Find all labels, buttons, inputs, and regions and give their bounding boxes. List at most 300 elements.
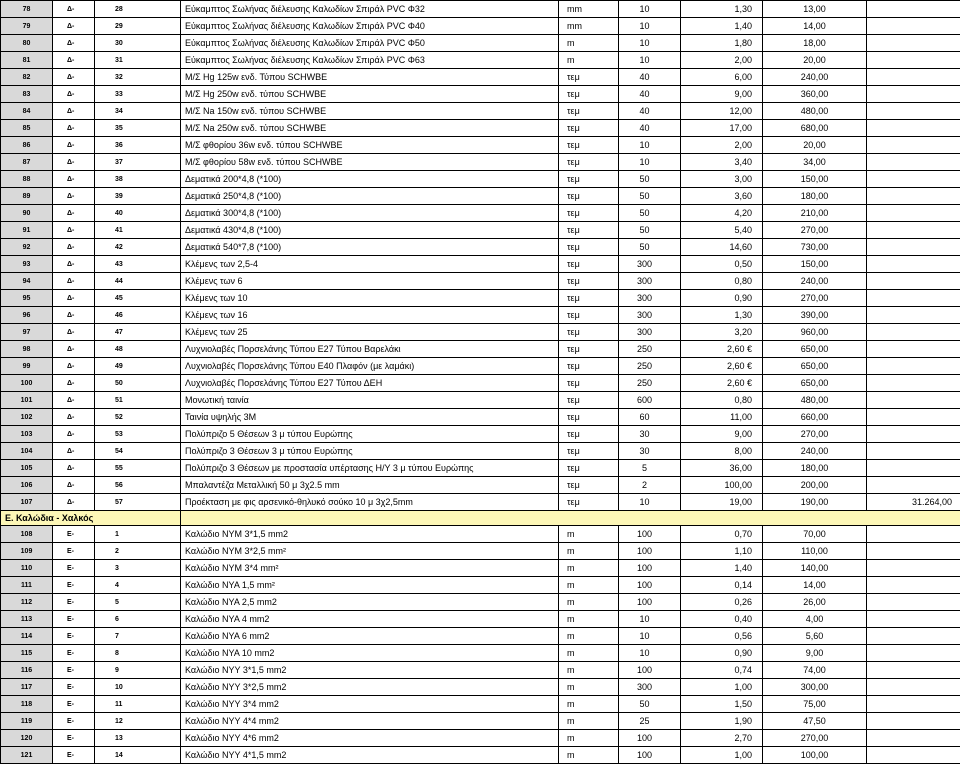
unit-price-cell: 17,00	[681, 120, 763, 137]
section-sum-cell	[867, 443, 960, 460]
description-cell: Καλώδιο ΝΥΥ 4*4 mm2	[181, 713, 559, 730]
quantity-cell: 100	[619, 526, 681, 543]
quantity-cell: 10	[619, 645, 681, 662]
item-number-cell: 54	[95, 443, 181, 460]
quantity-cell: 300	[619, 679, 681, 696]
section-sum-cell	[867, 103, 960, 120]
unit-price-cell: 0,74	[681, 662, 763, 679]
table-row	[1, 222, 960, 239]
table-row	[1, 426, 960, 443]
category-cell: Ε-	[53, 730, 95, 747]
section-sum-cell	[867, 730, 960, 747]
row-id-cell: 86	[1, 137, 53, 154]
total-cell: 270,00	[763, 426, 867, 443]
unit-price-cell: 0,90	[681, 645, 763, 662]
quantity-cell: 100	[619, 594, 681, 611]
unit-cell: τεμ	[559, 154, 619, 171]
row-id-cell: 120	[1, 730, 53, 747]
row-id-cell: 101	[1, 392, 53, 409]
total-cell: 660,00	[763, 409, 867, 426]
unit-cell: τεμ	[559, 392, 619, 409]
category-cell: Δ-	[53, 1, 95, 18]
item-number-cell: 42	[95, 239, 181, 256]
category-cell: Δ-	[53, 120, 95, 137]
section-sum-cell	[867, 611, 960, 628]
total-cell: 18,00	[763, 35, 867, 52]
table-row	[1, 256, 960, 273]
category-cell: Ε-	[53, 543, 95, 560]
unit-price-cell: 0,70	[681, 526, 763, 543]
section-header	[1, 511, 960, 526]
row-id-cell: 108	[1, 526, 53, 543]
description-cell: Κλέμενς των 2,5-4	[181, 256, 559, 273]
table-row	[1, 205, 960, 222]
quantity-cell: 300	[619, 307, 681, 324]
quantity-cell: 50	[619, 171, 681, 188]
description-cell: Καλώδιο ΝΥΥ 4*6 mm2	[181, 730, 559, 747]
description-cell: Εύκαμπτος Σωλήνας διέλευσης Καλωδίων Σπιράλ PVC Φ40	[181, 18, 559, 35]
category-cell: Δ-	[53, 324, 95, 341]
item-number-cell: 1	[95, 526, 181, 543]
item-number-cell: 55	[95, 460, 181, 477]
unit-cell: τεμ	[559, 477, 619, 494]
unit-price-cell: 1,40	[681, 18, 763, 35]
item-number-cell: 33	[95, 86, 181, 103]
item-number-cell: 5	[95, 594, 181, 611]
total-cell: 47,50	[763, 713, 867, 730]
description-cell: Μ/Σ Na 250w ενδ. τύπου SCHWBE	[181, 120, 559, 137]
section-sum-cell	[867, 679, 960, 696]
description-cell: Λυχνιολαβές Πορσελάνης Τύπου Ε40 Πλαφόν (με λαμάκι)	[181, 358, 559, 375]
unit-cell: τεμ	[559, 341, 619, 358]
quantity-cell: 30	[619, 426, 681, 443]
quantity-cell: 100	[619, 560, 681, 577]
quantity-cell: 10	[619, 1, 681, 18]
quantity-cell: 50	[619, 239, 681, 256]
quantity-cell: 25	[619, 713, 681, 730]
unit-price-cell: 9,00	[681, 86, 763, 103]
unit-price-cell: 8,00	[681, 443, 763, 460]
unit-cell: m	[559, 577, 619, 594]
description-cell: Καλώδιο ΝΥΑ 4 mm2	[181, 611, 559, 628]
item-number-cell: 13	[95, 730, 181, 747]
section-sum-cell	[867, 120, 960, 137]
item-number-cell: 37	[95, 154, 181, 171]
quantity-cell: 2	[619, 477, 681, 494]
category-cell: Δ-	[53, 188, 95, 205]
section-sum-cell	[867, 239, 960, 256]
section-sum-cell	[867, 460, 960, 477]
section-sum-cell	[867, 171, 960, 188]
row-id-cell: 99	[1, 358, 53, 375]
unit-price-cell: 1,00	[681, 679, 763, 696]
row-id-cell: 79	[1, 18, 53, 35]
category-cell: Ε-	[53, 526, 95, 543]
unit-cell: τεμ	[559, 256, 619, 273]
category-cell: Ε-	[53, 662, 95, 679]
unit-price-cell: 6,00	[681, 69, 763, 86]
unit-cell: m	[559, 560, 619, 577]
row-id-cell: 121	[1, 747, 53, 764]
table-row	[1, 543, 960, 560]
category-cell: Δ-	[53, 52, 95, 69]
unit-price-cell: 1,30	[681, 1, 763, 18]
unit-price-cell: 1,50	[681, 696, 763, 713]
row-id-cell: 82	[1, 69, 53, 86]
total-cell: 14,00	[763, 18, 867, 35]
description-cell: Εύκαμπτος Σωλήνας διέλευσης Καλωδίων Σπιράλ PVC Φ63	[181, 52, 559, 69]
row-id-cell: 105	[1, 460, 53, 477]
row-id-cell: 106	[1, 477, 53, 494]
table-row	[1, 239, 960, 256]
table-row	[1, 392, 960, 409]
item-number-cell: 30	[95, 35, 181, 52]
table-row	[1, 307, 960, 324]
total-cell: 240,00	[763, 69, 867, 86]
category-cell: Δ-	[53, 341, 95, 358]
table-row	[1, 494, 960, 511]
table-row	[1, 1, 960, 18]
total-cell: 270,00	[763, 730, 867, 747]
quantity-cell: 30	[619, 443, 681, 460]
unit-price-cell: 0,80	[681, 273, 763, 290]
row-id-cell: 93	[1, 256, 53, 273]
section-sum-cell	[867, 662, 960, 679]
category-cell: Ε-	[53, 577, 95, 594]
unit-price-cell: 1,90	[681, 713, 763, 730]
unit-price-cell: 3,20	[681, 324, 763, 341]
description-cell: Λυχνιολαβές Πορσελάνης Τύπου Ε27 Τύπου Βαρελάκι	[181, 341, 559, 358]
unit-cell: m	[559, 526, 619, 543]
row-id-cell: 92	[1, 239, 53, 256]
category-cell: Δ-	[53, 256, 95, 273]
row-id-cell: 119	[1, 713, 53, 730]
total-cell: 74,00	[763, 662, 867, 679]
table-row	[1, 290, 960, 307]
item-number-cell: 49	[95, 358, 181, 375]
item-number-cell: 29	[95, 18, 181, 35]
quantity-cell: 10	[619, 18, 681, 35]
unit-cell: τεμ	[559, 188, 619, 205]
unit-price-cell: 3,40	[681, 154, 763, 171]
unit-price-cell: 100,00	[681, 477, 763, 494]
table-row	[1, 645, 960, 662]
unit-cell: m	[559, 611, 619, 628]
table-row	[1, 730, 960, 747]
description-cell: Κλέμενς των 6	[181, 273, 559, 290]
total-cell: 150,00	[763, 171, 867, 188]
unit-cell: m	[559, 696, 619, 713]
category-cell: Δ-	[53, 154, 95, 171]
description-cell: Πολύπριζο 3 Θέσεων 3 μ τύπου Ευρώπης	[181, 443, 559, 460]
section-sum-cell	[867, 273, 960, 290]
unit-price-cell: 0,50	[681, 256, 763, 273]
section-sum-cell	[867, 375, 960, 392]
unit-cell: τεμ	[559, 103, 619, 120]
category-cell: Δ-	[53, 443, 95, 460]
description-cell: Δεματικά 250*4,8 (*100)	[181, 188, 559, 205]
total-cell: 240,00	[763, 443, 867, 460]
table-row	[1, 460, 960, 477]
unit-cell: τεμ	[559, 69, 619, 86]
description-cell: Καλώδιο ΝΥΥ 3*4 mm2	[181, 696, 559, 713]
category-cell: Ε-	[53, 594, 95, 611]
quantity-cell: 10	[619, 628, 681, 645]
description-cell: Δεματικά 200*4,8 (*100)	[181, 171, 559, 188]
item-number-cell: 4	[95, 577, 181, 594]
item-number-cell: 56	[95, 477, 181, 494]
item-number-cell: 48	[95, 341, 181, 358]
description-cell: Καλώδιο ΝΥΑ 10 mm2	[181, 645, 559, 662]
total-cell: 390,00	[763, 307, 867, 324]
item-number-cell: 7	[95, 628, 181, 645]
category-cell: Δ-	[53, 205, 95, 222]
table-row	[1, 477, 960, 494]
item-number-cell: 57	[95, 494, 181, 511]
unit-price-cell: 1,30	[681, 307, 763, 324]
item-number-cell: 45	[95, 290, 181, 307]
total-cell: 75,00	[763, 696, 867, 713]
section-sum-cell	[867, 69, 960, 86]
description-cell: Πολύπριζο 3 Θέσεων με προστασία υπέρτασης Η/Υ 3 μ τύπου Ευρώπης	[181, 460, 559, 477]
description-cell: Δεματικά 430*4,8 (*100)	[181, 222, 559, 239]
row-id-cell: 117	[1, 679, 53, 696]
category-cell: Δ-	[53, 375, 95, 392]
item-number-cell: 41	[95, 222, 181, 239]
quantity-cell: 100	[619, 577, 681, 594]
row-id-cell: 94	[1, 273, 53, 290]
total-cell: 100,00	[763, 747, 867, 764]
quantity-cell: 10	[619, 494, 681, 511]
unit-cell: τεμ	[559, 494, 619, 511]
total-cell: 300,00	[763, 679, 867, 696]
item-number-cell: 36	[95, 137, 181, 154]
total-cell: 150,00	[763, 256, 867, 273]
unit-price-cell: 0,90	[681, 290, 763, 307]
row-id-cell: 104	[1, 443, 53, 460]
row-id-cell: 107	[1, 494, 53, 511]
unit-cell: m	[559, 35, 619, 52]
item-number-cell: 14	[95, 747, 181, 764]
section-sum-cell	[867, 392, 960, 409]
unit-price-cell: 1,00	[681, 747, 763, 764]
category-cell: Δ-	[53, 69, 95, 86]
total-cell: 480,00	[763, 103, 867, 120]
unit-cell: m	[559, 662, 619, 679]
item-number-cell: 40	[95, 205, 181, 222]
description-cell: Μπαλαντέζα Μεταλλική 50 μ 3χ2.5 mm	[181, 477, 559, 494]
description-cell: Κλέμενς των 10	[181, 290, 559, 307]
row-id-cell: 113	[1, 611, 53, 628]
unit-price-cell: 12,00	[681, 103, 763, 120]
section-sum-cell	[867, 18, 960, 35]
table-row	[1, 375, 960, 392]
unit-cell: m	[559, 747, 619, 764]
description-cell: Πολύπριζο 5 Θέσεων 3 μ τύπου Ευρώπης	[181, 426, 559, 443]
section-sum-cell	[867, 560, 960, 577]
unit-cell: m	[559, 628, 619, 645]
quantity-cell: 10	[619, 52, 681, 69]
total-cell: 4,00	[763, 611, 867, 628]
table-row	[1, 171, 960, 188]
quantity-cell: 300	[619, 256, 681, 273]
total-cell: 140,00	[763, 560, 867, 577]
section-sum-cell	[867, 222, 960, 239]
unit-cell: m	[559, 679, 619, 696]
unit-price-cell: 0,80	[681, 392, 763, 409]
quantity-cell: 50	[619, 222, 681, 239]
table-row	[1, 188, 960, 205]
unit-cell: τεμ	[559, 426, 619, 443]
table-row	[1, 560, 960, 577]
item-number-cell: 6	[95, 611, 181, 628]
description-cell: Καλώδιο ΝΥΑ 1,5 mm²	[181, 577, 559, 594]
category-cell: Ε-	[53, 560, 95, 577]
table-row	[1, 662, 960, 679]
total-cell: 20,00	[763, 137, 867, 154]
unit-cell: τεμ	[559, 290, 619, 307]
section-sum-cell	[867, 307, 960, 324]
row-id-cell: 91	[1, 222, 53, 239]
category-cell: Ε-	[53, 747, 95, 764]
table-body-top	[1, 1, 960, 511]
section-sum-cell	[867, 86, 960, 103]
row-id-cell: 80	[1, 35, 53, 52]
category-cell: Δ-	[53, 86, 95, 103]
section-sum-cell	[867, 747, 960, 764]
table-row	[1, 35, 960, 52]
row-id-cell: 98	[1, 341, 53, 358]
quantity-cell: 300	[619, 324, 681, 341]
unit-cell: τεμ	[559, 324, 619, 341]
table-row	[1, 577, 960, 594]
unit-price-cell: 11,00	[681, 409, 763, 426]
total-cell: 20,00	[763, 52, 867, 69]
row-id-cell: 89	[1, 188, 53, 205]
row-id-cell: 81	[1, 52, 53, 69]
section-sum-cell	[867, 543, 960, 560]
unit-cell: m	[559, 730, 619, 747]
description-cell: Εύκαμπτος Σωλήνας διέλευσης Καλωδίων Σπιράλ PVC Φ32	[181, 1, 559, 18]
table-row	[1, 611, 960, 628]
unit-price-cell: 5,40	[681, 222, 763, 239]
unit-price-cell: 2,60 €	[681, 358, 763, 375]
total-cell: 190,00	[763, 494, 867, 511]
category-cell: Δ-	[53, 477, 95, 494]
section-title: Ε. Καλώδια - Χαλκός	[1, 511, 181, 526]
section-sum-cell	[867, 577, 960, 594]
row-id-cell: 102	[1, 409, 53, 426]
category-cell: Δ-	[53, 239, 95, 256]
table-row	[1, 443, 960, 460]
description-cell: Καλώδιο ΝΥΥ 4*1,5 mm2	[181, 747, 559, 764]
section-sum-cell	[867, 290, 960, 307]
section-sum-cell	[867, 341, 960, 358]
item-number-cell: 44	[95, 273, 181, 290]
description-cell: Κλέμενς των 16	[181, 307, 559, 324]
item-number-cell: 53	[95, 426, 181, 443]
category-cell: Δ-	[53, 137, 95, 154]
category-cell: Ε-	[53, 645, 95, 662]
category-cell: Δ-	[53, 273, 95, 290]
item-number-cell: 28	[95, 1, 181, 18]
section-sum-cell	[867, 137, 960, 154]
category-cell: Δ-	[53, 171, 95, 188]
total-cell: 240,00	[763, 273, 867, 290]
table-row	[1, 747, 960, 764]
unit-cell: τεμ	[559, 171, 619, 188]
unit-cell: τεμ	[559, 86, 619, 103]
total-cell: 730,00	[763, 239, 867, 256]
description-cell: Μ/Σ φθορίου 58w ενδ. τύπου SCHWBE	[181, 154, 559, 171]
unit-price-cell: 1,40	[681, 560, 763, 577]
total-cell: 650,00	[763, 341, 867, 358]
quantity-cell: 5	[619, 460, 681, 477]
category-cell: Δ-	[53, 103, 95, 120]
table-row	[1, 52, 960, 69]
unit-price-cell: 0,14	[681, 577, 763, 594]
item-number-cell: 46	[95, 307, 181, 324]
quantity-cell: 10	[619, 35, 681, 52]
category-cell: Δ-	[53, 307, 95, 324]
unit-price-cell: 1,80	[681, 35, 763, 52]
category-cell: Δ-	[53, 35, 95, 52]
description-cell: Καλώδιο ΝΥΥ 3*2,5 mm2	[181, 679, 559, 696]
category-cell: Δ-	[53, 494, 95, 511]
quantity-cell: 50	[619, 188, 681, 205]
category-cell: Ε-	[53, 628, 95, 645]
description-cell: Προέκταση με φις αρσενικό-θηλυκό σούκο 10 μ 3χ2,5mm	[181, 494, 559, 511]
table-body-bottom	[1, 526, 960, 764]
total-cell: 650,00	[763, 375, 867, 392]
total-cell: 480,00	[763, 392, 867, 409]
total-cell: 26,00	[763, 594, 867, 611]
total-cell: 200,00	[763, 477, 867, 494]
description-cell: Εύκαμπτος Σωλήνας διέλευσης Καλωδίων Σπιράλ PVC Φ50	[181, 35, 559, 52]
item-number-cell: 51	[95, 392, 181, 409]
total-cell: 110,00	[763, 543, 867, 560]
row-id-cell: 112	[1, 594, 53, 611]
unit-cell: τεμ	[559, 120, 619, 137]
item-number-cell: 10	[95, 679, 181, 696]
section-sum-cell	[867, 188, 960, 205]
unit-price-cell: 9,00	[681, 426, 763, 443]
table-row	[1, 273, 960, 290]
unit-cell: τεμ	[559, 137, 619, 154]
item-number-cell: 52	[95, 409, 181, 426]
unit-cell: τεμ	[559, 273, 619, 290]
row-id-cell: 85	[1, 120, 53, 137]
quantity-cell: 10	[619, 611, 681, 628]
quantity-cell: 50	[619, 696, 681, 713]
unit-cell: m	[559, 645, 619, 662]
quantity-cell: 60	[619, 409, 681, 426]
category-cell: Ε-	[53, 679, 95, 696]
total-cell: 13,00	[763, 1, 867, 18]
unit-cell: m	[559, 52, 619, 69]
unit-cell: mm	[559, 18, 619, 35]
unit-cell: τεμ	[559, 358, 619, 375]
quantity-cell: 100	[619, 662, 681, 679]
unit-cell: m	[559, 543, 619, 560]
section-sum-cell	[867, 526, 960, 543]
total-cell: 14,00	[763, 577, 867, 594]
section-sum-cell	[867, 35, 960, 52]
unit-cell: τεμ	[559, 409, 619, 426]
row-id-cell: 95	[1, 290, 53, 307]
description-cell: Καλώδιο ΝΥΑ 6 mm2	[181, 628, 559, 645]
item-number-cell: 34	[95, 103, 181, 120]
